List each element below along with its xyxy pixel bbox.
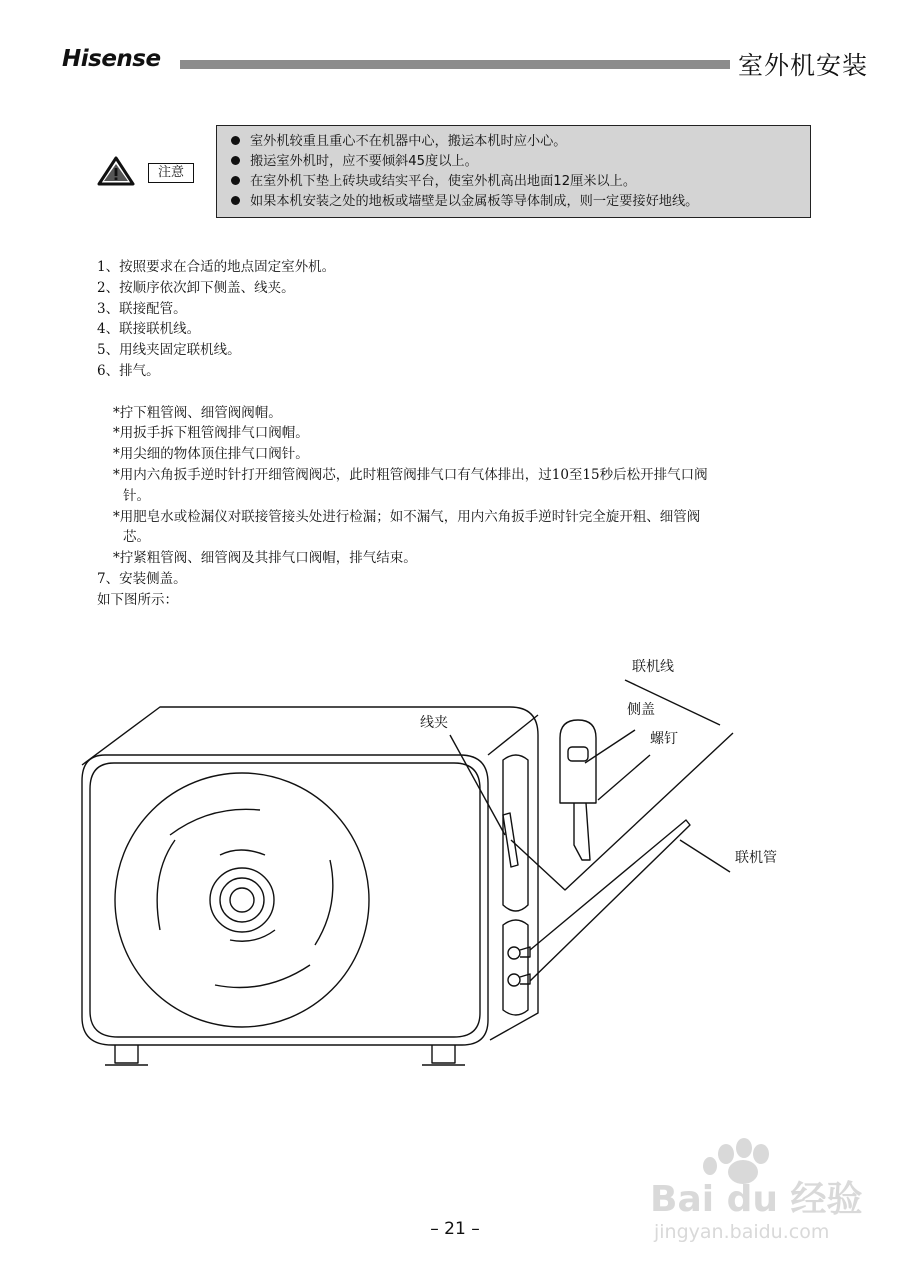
purge-step: *用尖细的物体顶住排气口阀针。 <box>113 446 309 463</box>
step-item: 7、安装侧盖。 <box>97 570 187 587</box>
step-item: 3、联接配管。 <box>97 300 187 317</box>
purge-step: *拧下粗管阀、细管阀阀帽。 <box>113 404 282 421</box>
screw-label: 螺钉 <box>650 731 678 747</box>
caution-item <box>231 152 810 172</box>
purge-step: *用肥皂水或检漏仪对联接管接头处进行检漏；如不漏气，用内六角扳手逆时针完全旋开粗、细管阀 <box>113 508 701 525</box>
cable-line <box>511 733 733 890</box>
step-item: 6、排气。 <box>97 362 160 379</box>
fan-hub-inner <box>230 888 254 912</box>
purge-step-continued: 针。 <box>123 487 150 504</box>
valve-thick <box>508 947 520 959</box>
step-item: 5、用线夹固定联机线。 <box>97 342 241 359</box>
caution-item-text: 室外机较重且重心不在机器中心，搬运本机时应小心。 <box>250 134 567 149</box>
fan-ring-outer <box>115 773 369 1027</box>
clamp-label: 线夹 <box>420 715 448 731</box>
unit-foot <box>115 1045 138 1063</box>
brand-logo: Hisense <box>62 46 161 72</box>
warning-triangle-icon <box>97 156 135 186</box>
bullet-icon <box>231 196 240 205</box>
side-cover-label: 侧盖 <box>627 702 655 718</box>
installation-steps <box>97 257 708 611</box>
header-bar <box>180 60 730 69</box>
step-item: 2、按顺序依次卸下侧盖、线夹。 <box>97 279 295 296</box>
caution-item <box>231 132 810 152</box>
caution-item <box>231 192 810 212</box>
outdoor-unit-diagram <box>70 645 830 1075</box>
caution-item-text: 在室外机下垫上砖块或结实平台，使室外机高出地面12厘米以上。 <box>250 174 637 189</box>
pipe-label: 联机管 <box>735 850 777 866</box>
fan-blade <box>220 850 265 855</box>
bullet-icon <box>231 136 240 145</box>
bullet-icon <box>231 176 240 185</box>
purge-step: *拧紧粗管阀、细管阀及其排气口阀帽，排气结束。 <box>113 550 417 567</box>
cable-label: 联机线 <box>632 659 674 675</box>
fan-blade <box>215 965 310 988</box>
purge-step-continued: 芯。 <box>123 529 150 546</box>
caution-item <box>231 172 810 192</box>
spacer <box>97 382 708 403</box>
purge-step: *用扳手拆下粗管阀排气口阀帽。 <box>113 425 309 442</box>
fan-hub <box>220 878 264 922</box>
fan-blade <box>157 840 175 930</box>
caution-box <box>216 125 811 218</box>
pipe-line <box>530 820 690 981</box>
wire-clamp <box>503 813 518 867</box>
watermark-url: jingyan.baidu.com <box>654 1221 830 1243</box>
unit-top-face <box>82 707 538 1040</box>
fan-blade <box>170 809 260 835</box>
step-item: 4、联接联机线。 <box>97 321 201 338</box>
unit-front-inner <box>90 763 480 1037</box>
fan-blade <box>315 860 333 945</box>
unit-foot <box>432 1045 455 1063</box>
valve-panel <box>503 920 528 1015</box>
paw-icon <box>703 1138 769 1184</box>
caution-label: 注意 <box>148 163 194 183</box>
side-cover-window <box>568 747 588 761</box>
caution-item-text: 搬运室外机时，应不要倾斜45度以上。 <box>250 154 478 169</box>
step-item: 1、按照要求在合适的地点固定室外机。 <box>97 259 336 275</box>
purge-step: *用内六角扳手逆时针打开细管阀阀芯，此时粗管阀排气口有气体排出，过10至15秒后松开排气口阀 <box>113 466 708 483</box>
figure-intro: 如下图所示： <box>97 591 178 608</box>
page-title: 室外机安装 <box>738 51 869 80</box>
page-number: – 21 – <box>430 1219 480 1239</box>
caution-item-text: 如果本机安装之处的地板或墙壁是以金属板等导体制成，则一定要接好地线。 <box>250 194 699 209</box>
side-slot <box>503 755 528 911</box>
unit-front-face <box>82 755 488 1045</box>
bullet-icon <box>231 156 240 165</box>
valve-thin <box>508 974 520 986</box>
watermark-brand: Bai du 经验 <box>650 1179 863 1220</box>
